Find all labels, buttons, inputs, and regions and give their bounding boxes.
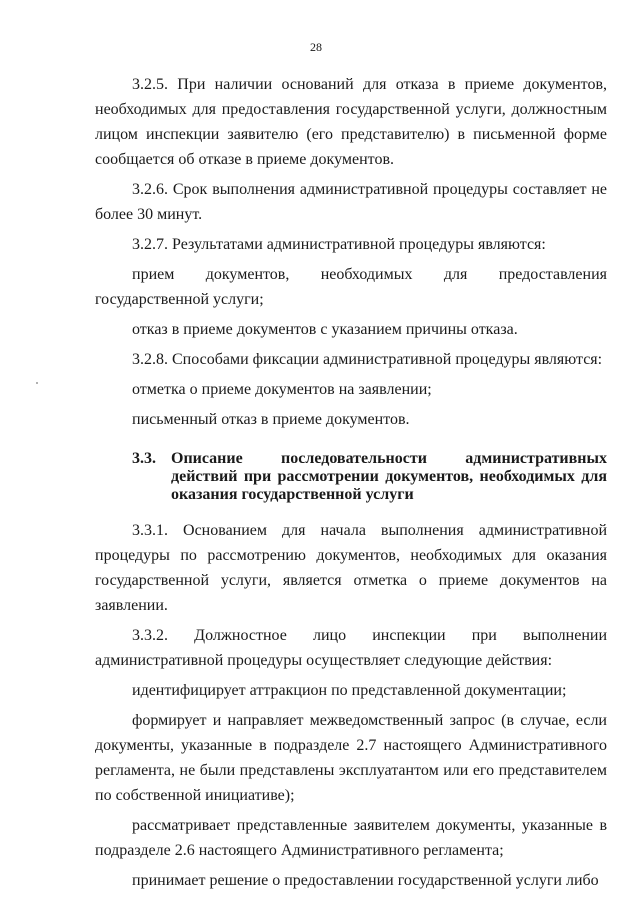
list-item: отметка о приеме документов на заявлении; <box>132 381 432 398</box>
document-body <box>95 72 607 893</box>
list-item: принимает решение о предоставлении государственной услуги либо <box>132 872 599 889</box>
list-item: рассматривает представленные заявителем документы, указанные в подразделе 2.6 настоящего Административного регламента; <box>95 817 607 859</box>
paragraph-3-2-5: 3.2.5. При наличии оснований для отказа в приеме документов, необходимых для предоставления государственной услуги, должностным лицом инспекции заявителю (его представителю) в письменной форме сообщается об отказе в приеме документов. <box>95 76 607 168</box>
list-item: отказ в приеме документов с указанием причины отказа. <box>132 321 518 338</box>
paragraph-3-2-6: 3.2.6. Срок выполнения административной процедуры составляет не более 30 минут. <box>95 181 607 223</box>
list-item: формирует и направляет межведомственный запрос (в случае, если документы, указанные в подразделе 2.7 настоящего Административного регламента, не были представлены эксплуатантом или его представителем по собственной инициативе); <box>95 712 607 804</box>
section-title: Описание последовательности административных действий при рассмотрении документов, необходимых для оказания государственной услуги <box>171 450 607 503</box>
page-number: 28 <box>310 40 322 54</box>
paragraph-3-3-2: 3.3.2. Должностное лицо инспекции при выполнении административной процедуры осуществляет следующие действия: <box>95 627 607 669</box>
scan-speck <box>36 382 38 384</box>
paragraph-3-2-7: 3.2.7. Результатами административной процедуры являются: <box>132 236 546 253</box>
paragraph-3-3-1: 3.3.1. Основанием для начала выполнения административной процедуры по рассмотрению документов, необходимых для оказания государственной услуги, является отметка о приеме документов на заявлении. <box>95 522 607 614</box>
list-item: прием документов, необходимых для предоставления государственной услуги; <box>95 266 607 308</box>
section-number: 3.3. <box>132 450 156 467</box>
list-item: идентифицирует аттракцион по представленной документации; <box>132 682 567 699</box>
list-item: письменный отказ в приеме документов. <box>132 411 410 428</box>
paragraph-3-2-8: 3.2.8. Способами фиксации административной процедуры являются: <box>132 351 603 368</box>
section-heading <box>95 450 607 504</box>
